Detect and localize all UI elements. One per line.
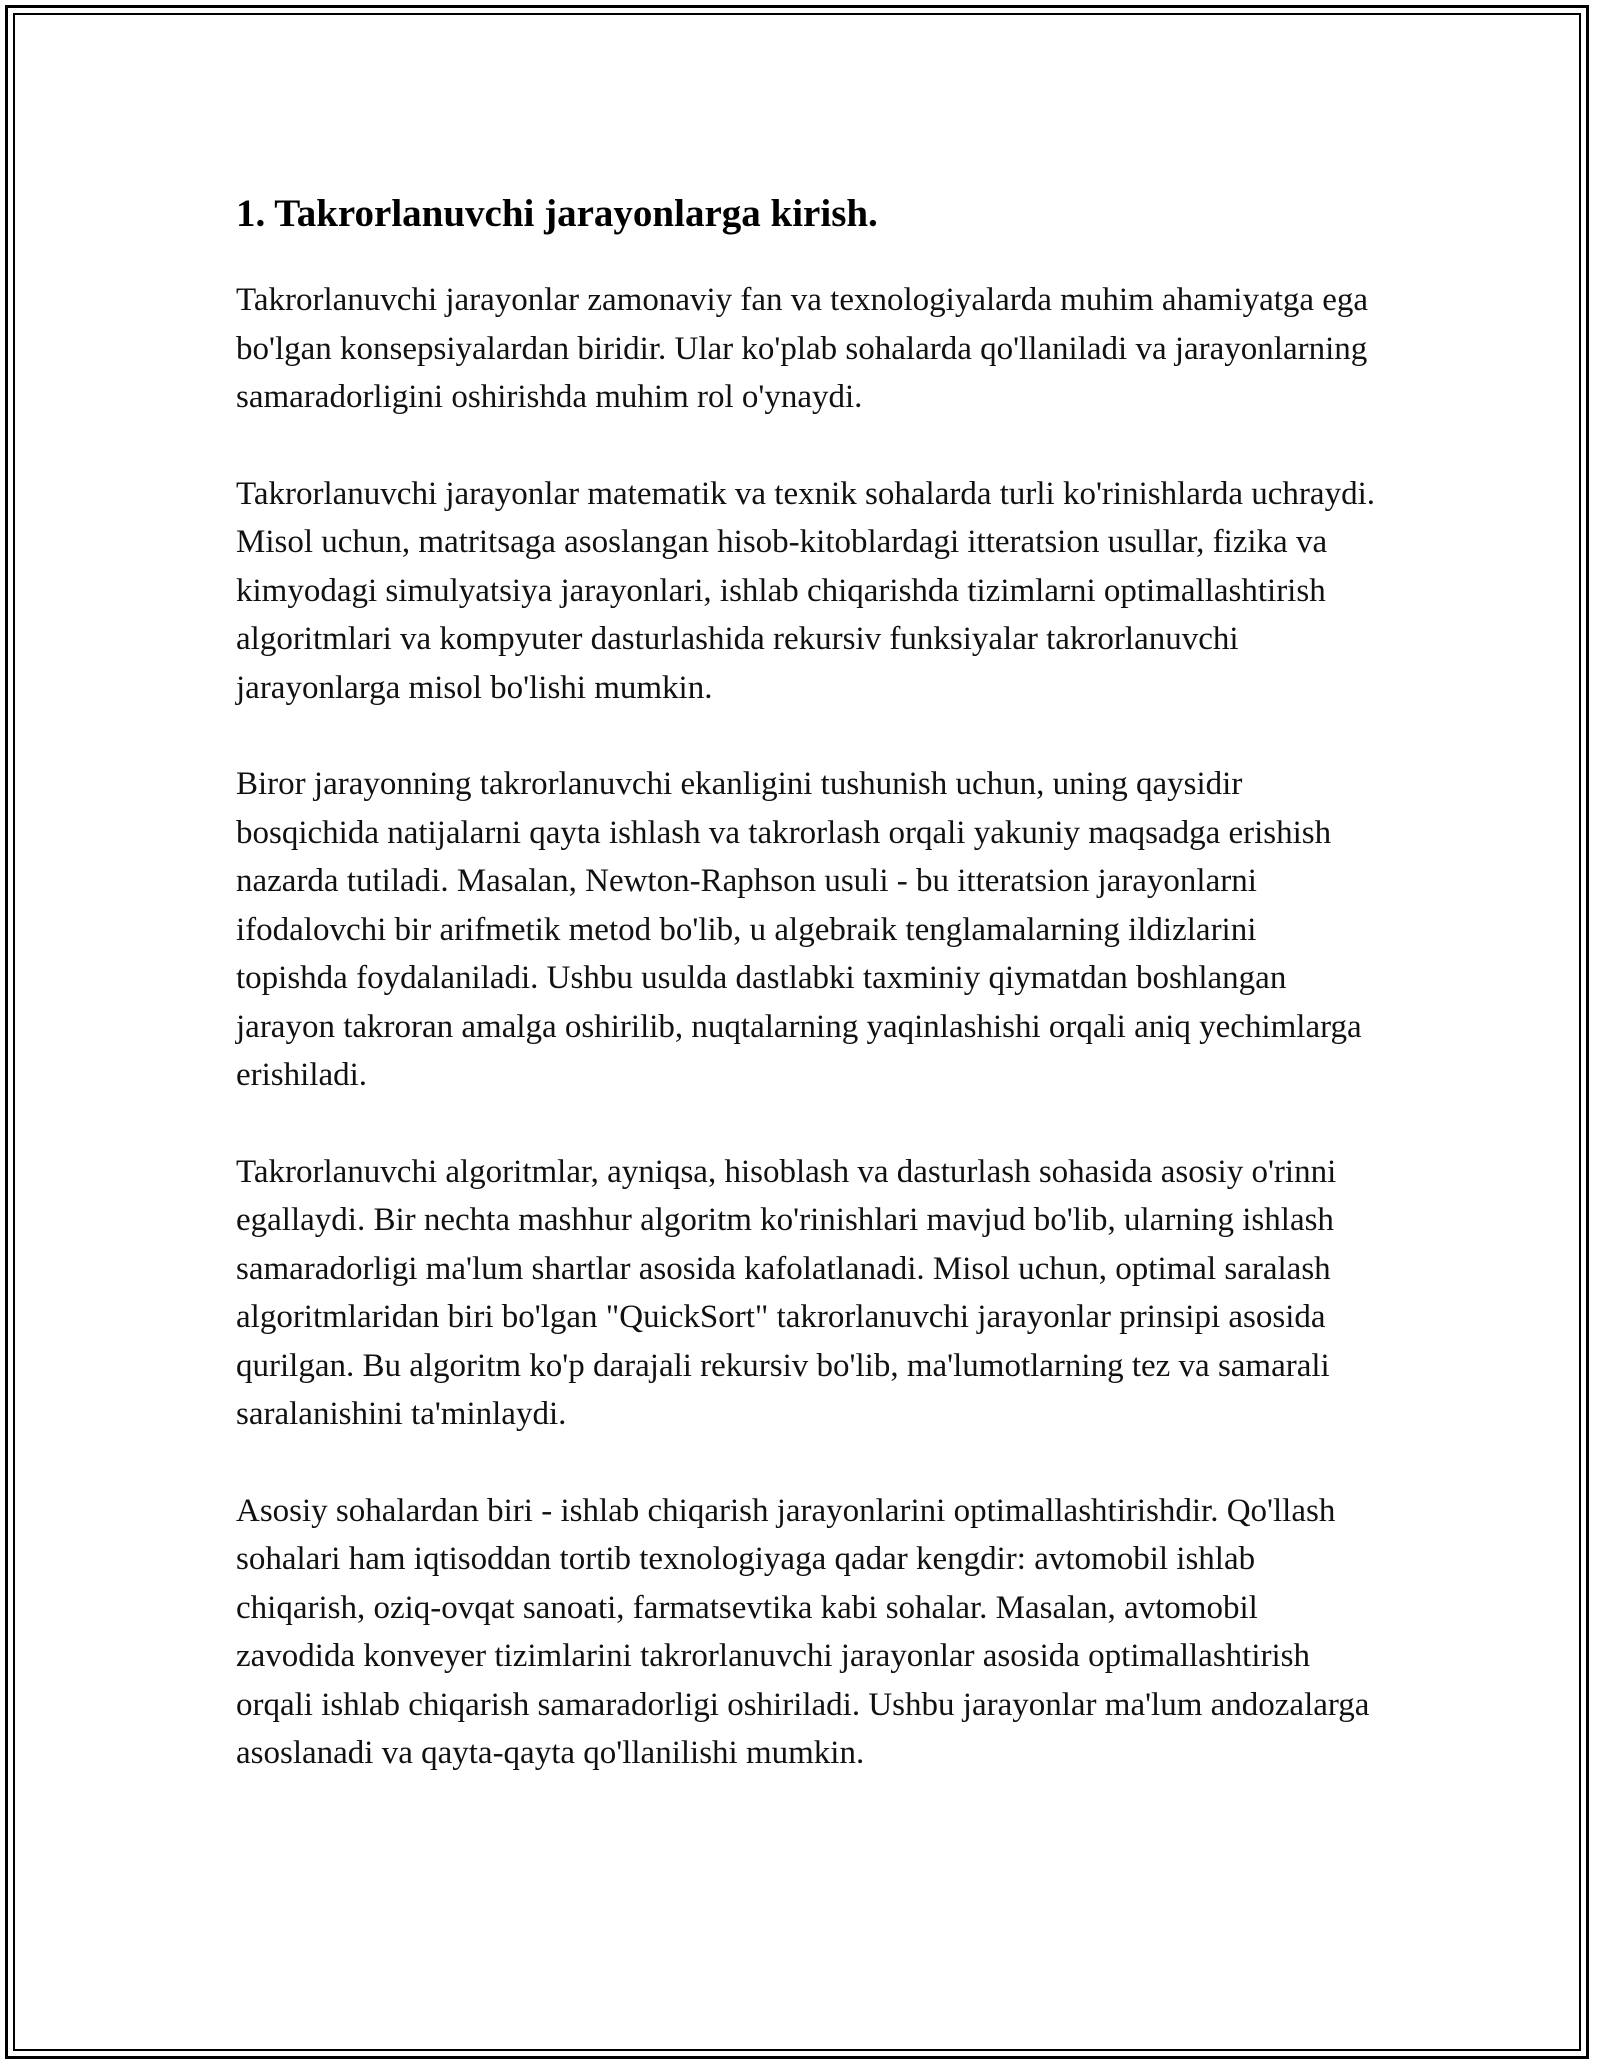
document-body bbox=[236, 186, 1376, 1826]
paragraph-intro: Takrorlanuvchi jarayonlar zamonaviy fan va texnologiyalarda muhim ahamiyatga ega bo'lgan konsepsiyalardan biridir. Ular ko'plab sohalarda qo'llaniladi va jarayonlarning samaradorligini oshirishda muhim rol o'ynaydi. bbox=[236, 282, 1369, 415]
paragraph-manufacturing: Asosiy sohalardan biri - ishlab chiqarish jarayonlarini optimallashtirishdir. Qo'llash sohalari ham iqtisoddan tortib texnologiyaga qadar kengdir: avtomobil ishlab chiqarish, oziq-ovqat sanoati, farmatsevtika kabi sohalar. Masalan, avtomobil zavodida konveyer tizimlarini takrorlanuvchi jarayonlar asosida optimallashtirish orqali ishlab chiqarish samaradorligi oshiriladi. Ushbu jarayonlar ma'lum andozalarga asoslanadi va qayta-qayta qo'llanilishi mumkin. bbox=[236, 1492, 1370, 1771]
section-heading: 1. Takrorlanuvchi jarayonlarga kirish. bbox=[236, 192, 878, 235]
paragraph-newton-raphson: Biror jarayonning takrorlanuvchi ekanligini tushunish uchun, uning qaysidir bosqichida natijalarni qayta ishlash va takrorlash orqali yakuniy maqsadga erishish nazarda tutiladi. Masalan, Newton-Raphson usuli - bu itteratsion jarayonlarni ifodalovchi bir arifmetik metod bo'lib, u algebraik tenglamalarning ildizlarini topishda foydalaniladi. Ushbu usulda dastlabki taxminiy qiymatdan boshlangan jarayon takroran amalga oshirilib, nuqtalarning yaqinlashishi orqali aniq yechimlarga erishiladi. bbox=[236, 766, 1362, 1093]
paragraph-examples: Takrorlanuvchi jarayonlar matematik va texnik sohalarda turli ko'rinishlarda uchraydi. Misol uchun, matritsaga asoslangan hisob-kitoblardagi itteratsion usullar, fizika va kimyodagi simulyatsiya jarayonlari, ishlab chiqarishda tizimlarni optimallashtirish algoritmlari va kompyuter dasturlashida rekursiv funksiyalar takrorlanuvchi jarayonlarga misol bo'lishi mumkin. bbox=[236, 475, 1375, 706]
paragraph-algorithms: Takrorlanuvchi algoritmlar, ayniqsa, hisoblash va dasturlash sohasida asosiy o'rinni egallaydi. Bir nechta mashhur algoritm ko'rinishlari mavjud bo'lib, ularning ishlash samaradorligi ma'lum shartlar asosida kafolatlanadi. Misol uchun, optimal saralash algoritmlaridan biri bo'lgan "QuickSort" takrorlanuvchi jarayonlar prinsipi asosida qurilgan. Bu algoritm ko'p darajali rekursiv bo'lib, ma'lumotlarning tez va samarali saralanishini ta'minlaydi. bbox=[236, 1153, 1337, 1432]
